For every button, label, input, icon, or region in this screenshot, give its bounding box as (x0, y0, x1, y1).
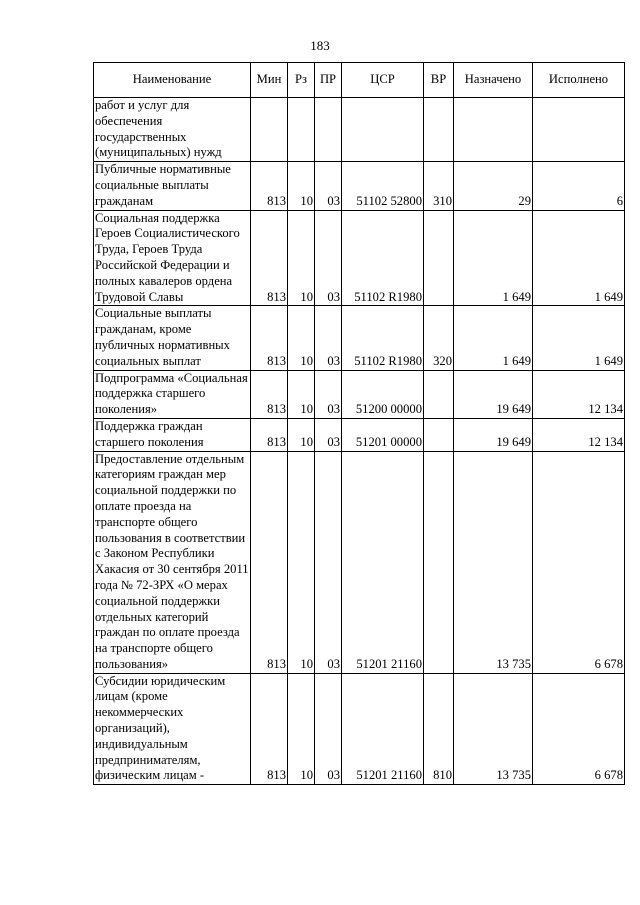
cell-min: 813 (251, 370, 288, 418)
cell-vr: 310 (424, 162, 454, 210)
table-row (94, 673, 625, 785)
table-row (94, 451, 625, 673)
cell-min (251, 98, 288, 162)
cell-vr: 320 (424, 306, 454, 370)
cell-rz: 10 (288, 210, 315, 306)
header-rz: Рз (288, 63, 315, 98)
cell-min: 813 (251, 306, 288, 370)
cell-rz: 10 (288, 162, 315, 210)
cell-assigned: 13 735 (454, 451, 533, 673)
cell-name: Социальная поддержка Героев Социалистического Труда, Героев Труда Российской Федерации и полных кавалеров ордена Трудовой Славы (94, 210, 251, 306)
cell-assigned (454, 98, 533, 162)
cell-vr (424, 418, 454, 451)
header-min: Мин (251, 63, 288, 98)
table-header-row (94, 63, 625, 98)
header-executed: Исполнено (533, 63, 625, 98)
header-assigned: Назначено (454, 63, 533, 98)
cell-min: 813 (251, 210, 288, 306)
cell-executed: 6 678 (533, 673, 625, 785)
cell-csr: 51201 21160 (342, 451, 424, 673)
cell-pr: 03 (315, 162, 342, 210)
cell-pr: 03 (315, 210, 342, 306)
cell-csr: 51102 52800 (342, 162, 424, 210)
page-number: 183 (310, 38, 330, 53)
cell-pr: 03 (315, 451, 342, 673)
cell-vr (424, 451, 454, 673)
table-row (94, 98, 625, 162)
cell-min: 813 (251, 162, 288, 210)
cell-csr: 51201 21160 (342, 673, 424, 785)
cell-name: Предоставление отдельным категориям граждан мер социальной поддержки по оплате проезда на транспорте общего пользования в соответствии с Законом Республики Хакасия от 30 сентября 2011 года № 72-ЗРХ «О мерах социальной поддержки отдельных категорий граждан по оплате проезда на транспорте общего пользования» (94, 451, 251, 673)
cell-assigned: 19 649 (454, 418, 533, 451)
cell-csr: 51102 R1980 (342, 210, 424, 306)
cell-pr: 03 (315, 673, 342, 785)
budget-table (93, 62, 625, 785)
table-body (94, 98, 625, 785)
cell-vr: 810 (424, 673, 454, 785)
cell-vr (424, 98, 454, 162)
header-csr: ЦСР (342, 63, 424, 98)
cell-name: Поддержка граждан старшего поколения (94, 418, 251, 451)
table-row (94, 210, 625, 306)
header-pr: ПР (315, 63, 342, 98)
cell-name: Субсидии юридическим лицам (кроме некоммерческих организаций), индивидуальным предпринимателям, физическим лицам - (94, 673, 251, 785)
cell-rz: 10 (288, 673, 315, 785)
cell-name: работ и услуг для обеспечения государственных (муниципальных) нужд (94, 98, 251, 162)
cell-assigned: 1 649 (454, 306, 533, 370)
cell-csr (342, 98, 424, 162)
table-row (94, 306, 625, 370)
cell-rz (288, 98, 315, 162)
cell-pr: 03 (315, 370, 342, 418)
cell-min: 813 (251, 418, 288, 451)
cell-name: Подпрограмма «Социальная поддержка старшего поколения» (94, 370, 251, 418)
cell-csr: 51201 00000 (342, 418, 424, 451)
cell-pr: 03 (315, 418, 342, 451)
cell-assigned: 13 735 (454, 673, 533, 785)
cell-name: Публичные нормативные социальные выплаты гражданам (94, 162, 251, 210)
cell-pr: 03 (315, 306, 342, 370)
cell-name: Социальные выплаты гражданам, кроме публичных нормативных социальных выплат (94, 306, 251, 370)
cell-csr: 51200 00000 (342, 370, 424, 418)
cell-rz: 10 (288, 306, 315, 370)
cell-csr: 51102 R1980 (342, 306, 424, 370)
cell-rz: 10 (288, 370, 315, 418)
cell-rz: 10 (288, 451, 315, 673)
cell-min: 813 (251, 451, 288, 673)
header-name: Наименование (94, 63, 251, 98)
cell-executed: 6 678 (533, 451, 625, 673)
cell-pr (315, 98, 342, 162)
cell-vr (424, 370, 454, 418)
cell-executed: 12 134 (533, 370, 625, 418)
table-row (94, 162, 625, 210)
cell-executed: 1 649 (533, 306, 625, 370)
cell-min: 813 (251, 673, 288, 785)
cell-executed: 6 (533, 162, 625, 210)
cell-assigned: 1 649 (454, 210, 533, 306)
table-row (94, 418, 625, 451)
cell-executed (533, 98, 625, 162)
table-row (94, 370, 625, 418)
cell-rz: 10 (288, 418, 315, 451)
header-vr: ВР (424, 63, 454, 98)
cell-assigned: 19 649 (454, 370, 533, 418)
cell-vr (424, 210, 454, 306)
cell-executed: 1 649 (533, 210, 625, 306)
cell-executed: 12 134 (533, 418, 625, 451)
cell-assigned: 29 (454, 162, 533, 210)
